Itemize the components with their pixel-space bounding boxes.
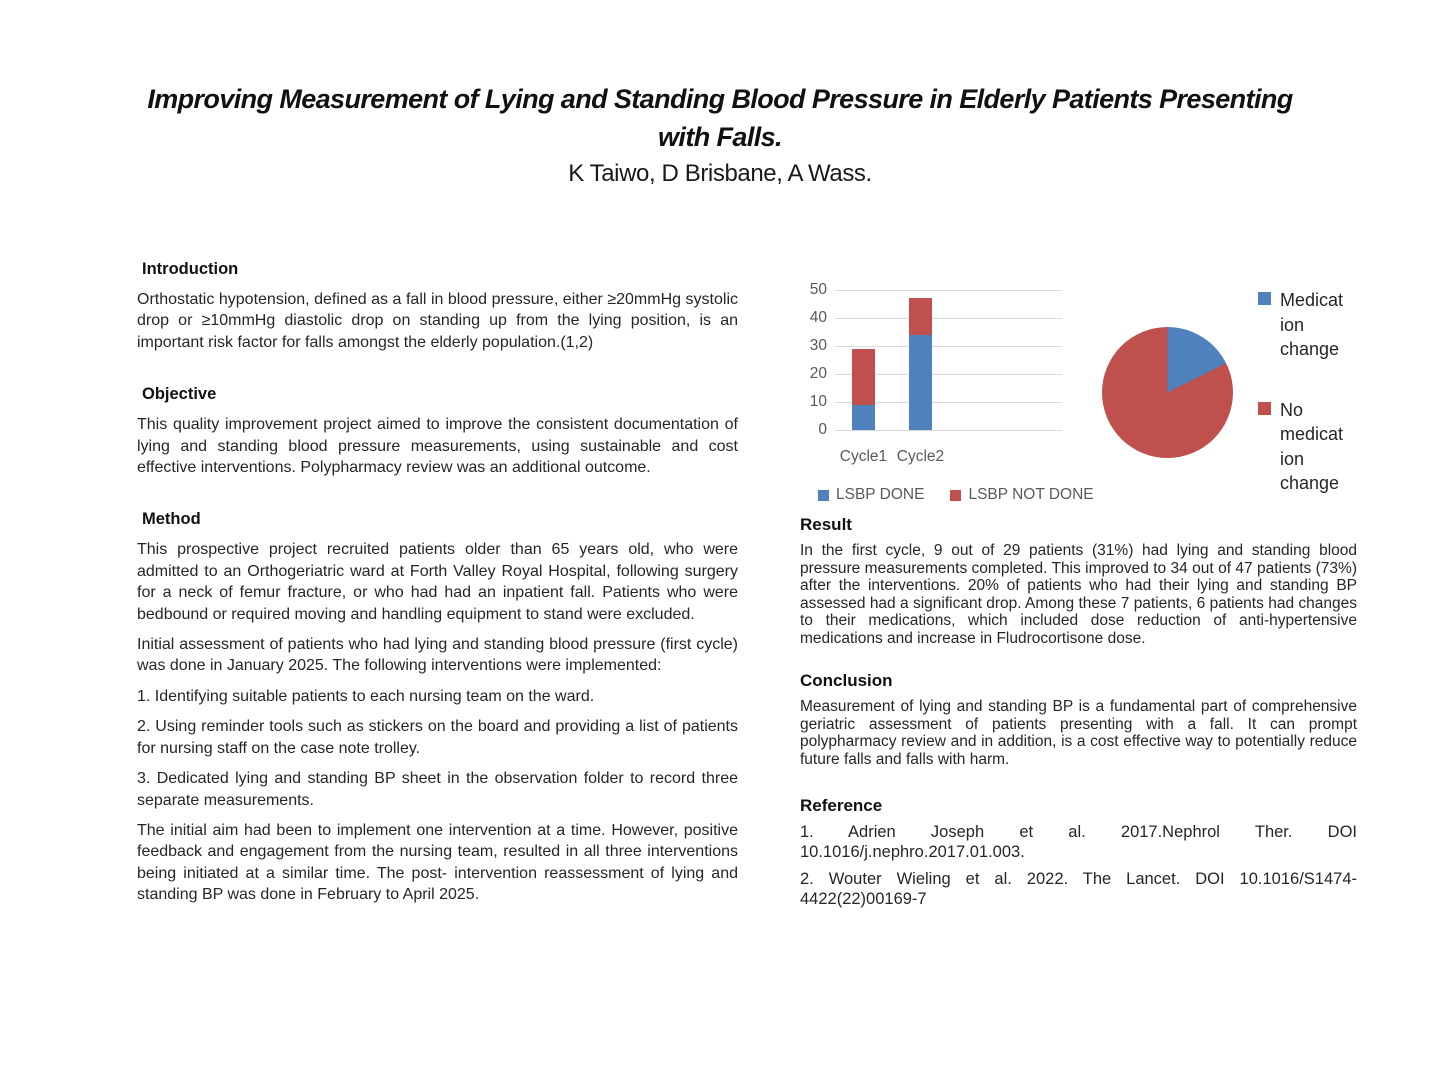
bar-chart-gridline — [835, 318, 1062, 319]
pie-legend-item — [1258, 288, 1362, 362]
bar-chart-gridline — [835, 430, 1062, 431]
legend-color-swatch — [950, 490, 961, 501]
y-axis-tick-label: 30 — [809, 337, 827, 354]
lsbp-bar-chart — [793, 281, 1094, 516]
left-column — [137, 258, 738, 915]
method-list-item: 2. Using reminder tools such as stickers on the board and providing a list of patients for nursing staff on the case note trolley. — [137, 718, 738, 757]
y-axis-tick-label: 20 — [809, 365, 827, 382]
legend-item — [950, 486, 1093, 504]
poster-authors: K Taiwo, D Brisbane, A Wass. — [568, 160, 872, 187]
result-section — [800, 514, 1357, 656]
x-axis-category-label: Cycle2 — [896, 448, 945, 465]
reference-item: 2. Wouter Wieling et al. 2022. The Lancet. DOI 10.1016/S1474-4422(22)00169-7 — [800, 870, 1357, 908]
bar-segment — [909, 298, 932, 334]
pie-chart-legend — [1258, 288, 1362, 532]
introduction-heading: Introduction — [142, 260, 239, 278]
reference-section — [800, 795, 1357, 917]
bar-chart-y-axis — [793, 281, 827, 438]
conclusion-section — [800, 670, 1357, 776]
introduction-body: Orthostatic hypotension, defined as a fall in blood pressure, either ≥20mmHg systolic drop or ≥10mmHg diastolic drop on standing up from the lying position, is an important risk factor for falls amongst the elderly population.(1,2) — [137, 291, 738, 351]
reference-item: 1. Adrien Joseph et al. 2017.Nephrol Ther. DOI 10.1016/j.nephro.2017.01.003. — [800, 823, 1357, 861]
x-axis-category-label: Cycle1 — [839, 448, 888, 465]
legend-item — [818, 486, 924, 504]
result-body: In the first cycle, 9 out of 29 patients (31%) had lying and standing blood pressure measurements completed. This improved to 34 out of 47 patients (73%) after the interventions. 20% of patients who had their lying and standing BP assessed had a significant drop. Among these 7 patients, 6 patients had changes to their medications, which included dose reduction of anti-hypertensive medications and increase in Fludrocortisone dose. — [800, 542, 1357, 647]
bar-chart-plot-area — [835, 290, 1062, 465]
medication-change-pie-chart — [1102, 327, 1233, 458]
pie-legend-label: No medicat ion change — [1280, 399, 1344, 493]
bar-chart-gridline — [835, 346, 1062, 347]
result-heading: Result — [800, 515, 852, 534]
method-list-item: 3. Dedicated lying and standing BP sheet in the observation folder to record three separate measurements. — [137, 770, 738, 809]
y-axis-tick-label: 40 — [809, 309, 827, 326]
bar-segment — [852, 349, 875, 405]
conclusion-heading: Conclusion — [800, 671, 893, 690]
conclusion-body: Measurement of lying and standing BP is a fundamental part of comprehensive geriatric assessment of patients presenting with a fall. It can prompt polypharmacy review and in addition, is a cost effective way to potentially reduce future falls and falls with harm. — [800, 698, 1357, 768]
legend-color-swatch — [1258, 292, 1271, 305]
pie-legend-label: Medicat ion change — [1280, 290, 1344, 359]
method-list-item: 1. Identifying suitable patients to each nursing team on the ward. — [137, 687, 595, 705]
objective-heading: Objective — [142, 385, 217, 404]
y-axis-tick-label: 0 — [818, 421, 827, 438]
legend-label: LSBP NOT DONE — [968, 486, 1094, 503]
bar-chart-legend — [818, 486, 1094, 504]
method-heading: Method — [142, 510, 201, 529]
legend-label: LSBP DONE — [836, 486, 925, 503]
legend-color-swatch — [818, 490, 829, 501]
pie-legend-item — [1258, 398, 1362, 496]
poster-title-line1: Improving Measurement of Lying and Standing Blood Pressure in Elderly Patients Presenting — [147, 84, 1293, 114]
method-paragraph: Initial assessment of patients who had lying and standing blood pressure (first cycle) was done in January 2025. The following interventions were implemented: — [137, 636, 738, 675]
y-axis-tick-label: 10 — [809, 393, 827, 410]
bar-segment — [909, 335, 932, 430]
reference-heading: Reference — [800, 796, 883, 815]
legend-color-swatch — [1258, 402, 1271, 415]
bar-chart-gridline — [835, 290, 1062, 291]
poster-title — [0, 80, 1440, 156]
bar-segment — [852, 405, 875, 430]
objective-body: This quality improvement project aimed to improve the consistent documentation of lying and standing blood pressure measurements, using sustainable and cost effective interventions. Polypharmacy review was an additional outcome. — [137, 416, 738, 477]
poster-title-line2: with Falls. — [658, 122, 782, 152]
y-axis-tick-label: 50 — [809, 281, 827, 298]
method-paragraph: The initial aim had been to implement one intervention at a time. However, positive feedback and engagement from the nursing team, resulted in all three interventions being initiated at a similar time. The post- intervention reassessment of lying and standing BP was done in February to April 2025. — [137, 821, 738, 904]
method-paragraph: This prospective project recruited patients older than 65 years old, who were admitted to an Orthogeriatric ward at Forth Valley Royal Hospital, following surgery for a neck of femur fracture, or who had had an inpatient fall. Patients who were bedbound or required moving and handling equipment to stand were excluded. — [137, 541, 738, 623]
